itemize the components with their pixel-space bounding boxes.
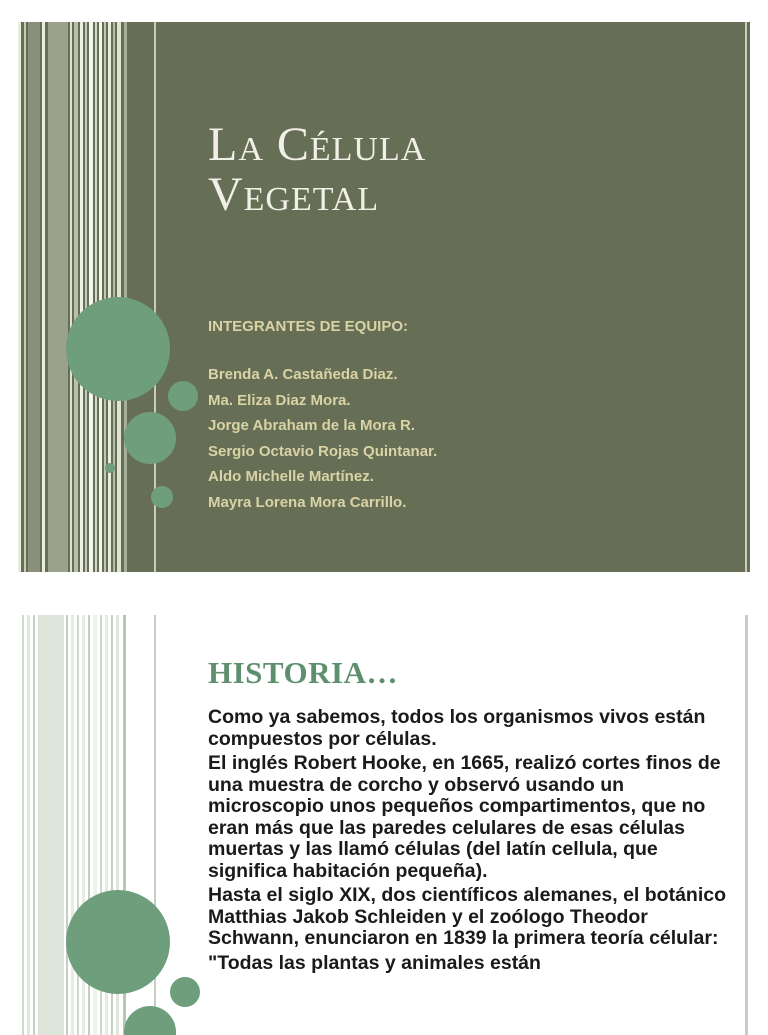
paragraph: "Todas las plantas y animales están: [208, 951, 541, 974]
decorative-stripes: [18, 22, 158, 572]
small-circle-decoration: [151, 486, 173, 508]
paragraph: Como ya sabemos, todos los organismos vivos están compuestos por células.: [208, 706, 706, 750]
team-member: Brenda A. Castañeda Diaz.: [208, 366, 398, 383]
slide-title: [208, 120, 728, 220]
team-member: Ma. Eliza Diaz Mora.: [208, 391, 351, 409]
team-list: [208, 318, 437, 515]
section-title: HISTORIA…: [208, 655, 398, 690]
history-body: [208, 707, 728, 977]
team-member: Mayra Lorena Mora Carrillo.: [208, 493, 407, 511]
small-circle-decoration: [170, 977, 200, 1007]
tiny-circle-decoration: [105, 463, 115, 473]
large-circle-decoration: [66, 297, 170, 401]
team-member: Aldo Michelle Martínez.: [208, 468, 374, 485]
title-line: La Célula: [208, 118, 427, 171]
paragraph: El inglés Robert Hooke, en 1665, realizó cortes finos de una muestra de corcho y observó usando un microscopio unos pequeños compartimentos, que no eran más que las paredes celulares de esas células muertas y las llamó células (del latín cellula, que significa habitación pequeña).: [208, 752, 721, 882]
team-heading: INTEGRANTES DE EQUIPO:: [208, 318, 409, 335]
small-circle-decoration: [168, 381, 198, 411]
right-edge-line: [745, 615, 748, 1035]
title-line: Vegetal: [208, 168, 380, 221]
history-slide: [18, 615, 750, 1035]
paragraph: Hasta el siglo XIX, dos científicos alemanes, el botánico Matthias Jakob Schleiden y el zoólogo Theodor Schwann, enunciaron en 1839 la primera teoría célular:: [208, 884, 726, 949]
title-slide: [18, 22, 750, 572]
large-circle-decoration: [66, 890, 170, 994]
right-edge-line: [745, 22, 747, 572]
team-member: Jorge Abraham de la Mora R.: [208, 417, 415, 434]
medium-circle-decoration: [124, 412, 176, 464]
team-member: Sergio Octavio Rojas Quintanar.: [208, 442, 438, 460]
